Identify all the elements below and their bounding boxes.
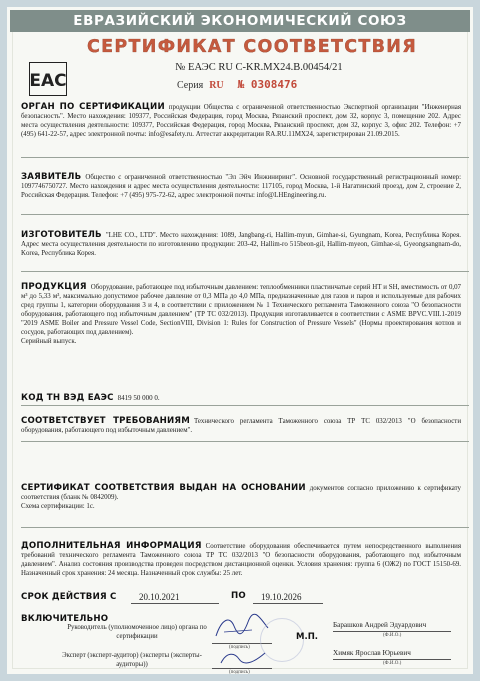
manufacturer-section [21, 231, 461, 258]
product-serial: Серийный выпуск. [21, 338, 77, 345]
additional-info-heading: ДОПОЛНИТЕЛЬНАЯ ИНФОРМАЦИЯ [21, 541, 202, 551]
organ-text: продукции Общества с ограниченной ответственностью Экспертной организации "Инженерная безопасность". Место нахождения: 109377, Российская Федерация, город Москва, Рязанский проспект, дом 32, корпус 3, помещение 202. Адрес места осуществления деятельности: 109377, Российская Федерация, город Москва, Рязанский проспект, дом 32, корпус 3, офис 202. Телефон: +7 (495) 641-22-57, адрес электронной почты: info@esafety.ru. Аттестат аккредитации RA.RU.11MX24, зарегистрирован 21.09.2015. [21, 104, 461, 138]
basis-section [21, 484, 461, 511]
product-heading: ПРОДУКЦИЯ [21, 282, 87, 292]
validity-line [21, 591, 469, 605]
head-signature-caption: (подпись) [229, 645, 250, 650]
expert-signature [217, 647, 269, 669]
product-text: Оборудование, работающее под избыточным давлением: теплообменники пластинчатые серий HT и SH, вместимость от 0,07 м³ до 5,33 м³, максимально допустимое рабочее давление от 0,3 МПа до 4,0 МПа, предназначенные для газов и паров и используемые для рабочих сред группы 1, категории оборудования 3 и 4, в соответствии с приложением № 1 Технического регламента Таможенного союза "О безопасности оборудования, работающего под избыточным давлением" (ТР ТС 032/2013). Продукция изготавливается в соответствии с ASME BPVC.VIII.1-2019 "2019 ASME Boiler and Pressure Vessel Code, SectionVIII, Division 1: Rules for Construction of Pressure Vessels" (Нормы проектирования котлов и сосудов, работающих под давлением). [21, 284, 461, 336]
additional-info-section [21, 542, 461, 578]
blank-number: № 0308476 [237, 78, 298, 91]
head-name: Барашков Андрей Эдуардович [333, 621, 427, 629]
series-code: RU [209, 80, 224, 91]
validity-to-label: ПО [231, 591, 246, 601]
validity-from-date: 20.10.2021 [139, 592, 180, 602]
manufacturer-heading: ИЗГОТОВИТЕЛЬ [21, 230, 102, 240]
divider [21, 405, 469, 406]
inclusive-label: ВКЛЮЧИТЕЛЬНО [21, 614, 109, 624]
name-underline [333, 659, 451, 660]
basis-text: документов согласно приложению к сертификату соответствия (бланк № 0842009). [21, 485, 461, 501]
divider [21, 527, 469, 528]
eac-logo [29, 62, 67, 96]
code-value: 8419 50 000 0. [117, 394, 160, 402]
validity-to-date: 19.10.2026 [261, 592, 302, 602]
applicant-section [21, 173, 461, 200]
basis-heading: СЕРТИФИКАТ СООТВЕТСТВИЯ ВЫДАН НА ОСНОВАНИИ [21, 483, 306, 493]
additional-info-text: Соответствие оборудования обеспечивается путем непосредственного выполнения требований технического регламента Таможенного союза ТР ТС 032/2013 "О безопасности оборудования, работающего под избыточным давлением". Анализ состояния производства проведен посредством дистанционной оценки. Условия хранения: группа 6 (ОЖ2) по ГОСТ 15150-69. Назначенный срок хранения: 24 месяца. Назначенный срок службы: 25 лет. [21, 543, 461, 577]
code-line [21, 393, 160, 403]
registration-number: № ЕАЭС RU С-KR.MX24.В.00454/21 [175, 62, 343, 73]
series-line [177, 78, 297, 91]
stamp-label: М.П. [296, 632, 319, 642]
signature-underline [212, 668, 272, 669]
expert-name-caption: (Ф.И.О.) [383, 661, 402, 666]
svg-text:EAC: EAC [29, 71, 67, 91]
header-banner: ЕВРАЗИЙСКИЙ ЭКОНОМИЧЕСКИЙ СОЮЗ [10, 10, 470, 32]
head-role: Руководитель (уполномоченное лицо) органа по сертификации [67, 624, 207, 640]
organ-heading: ОРГАН ПО СЕРТИФИКАЦИИ [21, 102, 165, 112]
head-name-caption: (Ф.И.О.) [383, 633, 402, 638]
divider [21, 157, 469, 158]
validity-from-label: СРОК ДЕЙСТВИЯ С [21, 592, 117, 602]
applicant-heading: ЗАЯВИТЕЛЬ [21, 172, 82, 182]
code-heading: КОД ТН ВЭД ЕАЭС [21, 393, 114, 403]
name-underline [333, 631, 451, 632]
divider [21, 441, 469, 442]
expert-role: Эксперт (эксперт-аудитор) (эксперты (эксперты-аудиторы)) [62, 652, 202, 668]
underline [253, 603, 323, 604]
organ-section [21, 103, 461, 139]
series-label: Серия [177, 80, 204, 91]
requirements-section [21, 417, 461, 435]
divider [21, 271, 469, 272]
manufacturer-text: "LHE CO., LTD". Место нахождения: 1089, Jangbang-ri, Hallim-myun, Gimhae-si, Gyungnam, Korea, Республика Корея. Адрес места осуществления деятельности по изготовлению продукции: 203-42, Hallim-ro 515beon-gil, Hallim-myeon, Gimhae-si, Gyeongsangnam-do, Korea, Республика Корея. [21, 232, 461, 257]
requirements-text: Технического регламента Таможенного союза ТР ТС 032/2013 "О безопасности оборудования, работающего под избыточным давлением". [21, 418, 462, 434]
product-section [21, 283, 461, 346]
expert-signature-caption: (подпись) [229, 670, 250, 675]
underline [131, 603, 219, 604]
divider [21, 214, 469, 215]
certificate-title: СЕРТИФИКАТ СООТВЕТСТВИЯ [87, 37, 417, 57]
expert-name: Химяк Ярослав Юрьевич [333, 649, 411, 657]
applicant-text: Общество с ограниченной ответственностью "Эл Эйч Инжиниринг". Основной государственный регистрационный номер: 1097746750727. Место нахождения и адрес места осуществления деятельности: 117105, город Москва, 1-й Нагатинский проезд, дом 2, строение 2, Российская Федерация. Телефон: +7 (495) 975-72-62, адрес электронной почты: info@LHEngineering.ru. [21, 174, 461, 199]
requirements-heading: СООТВЕТСТВУЕТ ТРЕБОВАНИЯМ [21, 416, 190, 426]
basis-scheme: Схема сертификации: 1с. [21, 503, 95, 510]
